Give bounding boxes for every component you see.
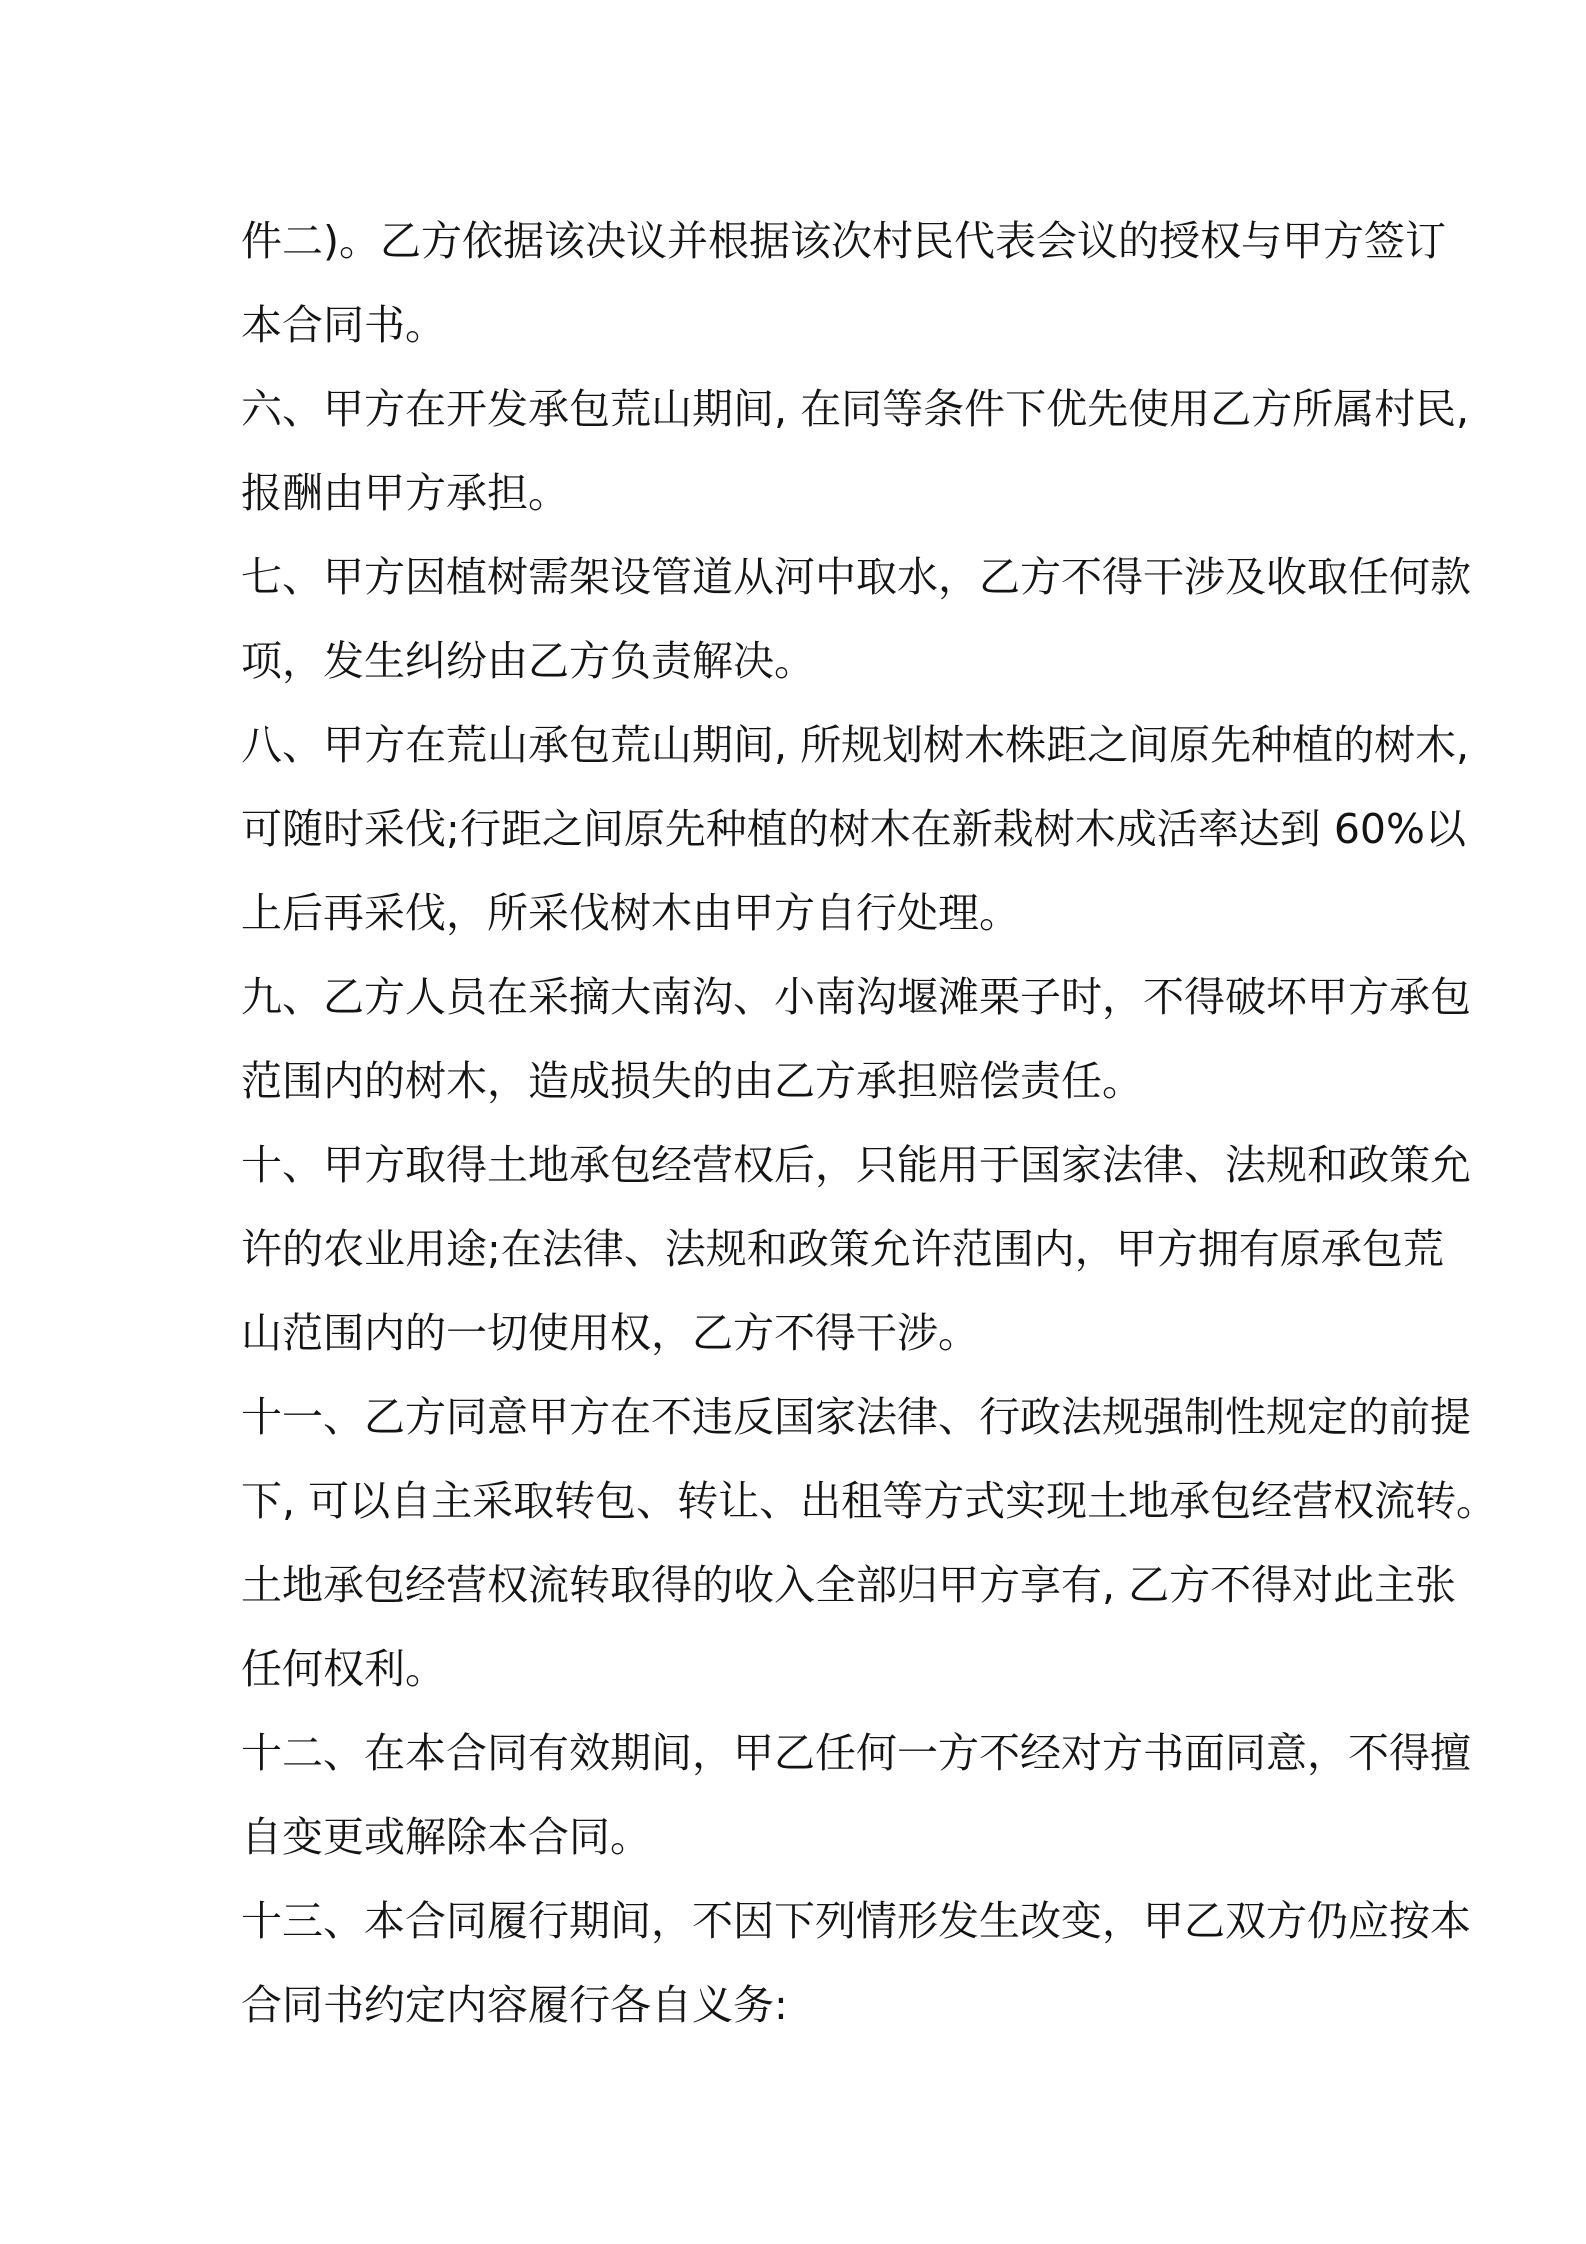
document-body	[241, 199, 1498, 2047]
text-line: 十三、本合同履行期间，不因下列情形发生改变，甲乙双方仍应按本	[241, 1897, 1471, 1945]
text-line: 十一、乙方同意甲方在不违反国家法律、行政法规强制性规定的前提	[241, 1393, 1471, 1441]
text-line: 十、甲方取得土地承包经营权后，只能用于国家法律、法规和政策允	[241, 1141, 1471, 1189]
text-line: 任何权利。	[241, 1645, 446, 1693]
text-line: 报酬由甲方承担。	[241, 469, 569, 517]
text-line: 可随时采伐;行距之间原先种植的树木在新栽树木成活率达到 60%以	[241, 805, 1466, 853]
text-line: 许的农业用途;在法律、法规和政策允许范围内，甲方拥有原承包荒	[241, 1225, 1444, 1273]
text-line: 范围内的树木，造成损失的由乙方承担赔偿责任。	[241, 1057, 1143, 1105]
text-line: 上后再采伐，所采伐树木由甲方自行处理。	[241, 889, 1020, 937]
text-line: 自变更或解除本合同。	[241, 1813, 651, 1861]
text-line: 土地承包经营权流转取得的收入全部归甲方享有, 乙方不得对此主张	[241, 1561, 1457, 1609]
text-line: 合同书约定内容履行各自义务:	[241, 1981, 788, 2029]
text-line: 件二)。乙方依据该决议并根据该次村民代表会议的授权与甲方签订	[241, 217, 1446, 265]
text-line: 项，发生纠纷由乙方负责解决。	[241, 637, 815, 685]
text-line: 八、甲方在荒山承包荒山期间, 所规划树木株距之间原先种植的树木,	[241, 721, 1470, 769]
text-line: 九、乙方人员在采摘大南沟、小南沟堰滩栗子时，不得破坏甲方承包	[241, 973, 1471, 1021]
text-line: 本合同书。	[241, 301, 446, 349]
text-line: 六、甲方在开发承包荒山期间, 在同等条件下优先使用乙方所属村民,	[241, 385, 1470, 433]
text-line: 下, 可以自主采取转包、转让、出租等方式实现土地承包经营权流转。	[241, 1477, 1498, 1525]
text-line: 七、甲方因植树需架设管道从河中取水，乙方不得干涉及收取任何款	[241, 553, 1471, 601]
text-line: 十二、在本合同有效期间，甲乙任何一方不经对方书面同意，不得擅	[241, 1729, 1471, 1777]
text-line: 山范围内的一切使用权，乙方不得干涉。	[241, 1309, 979, 1357]
